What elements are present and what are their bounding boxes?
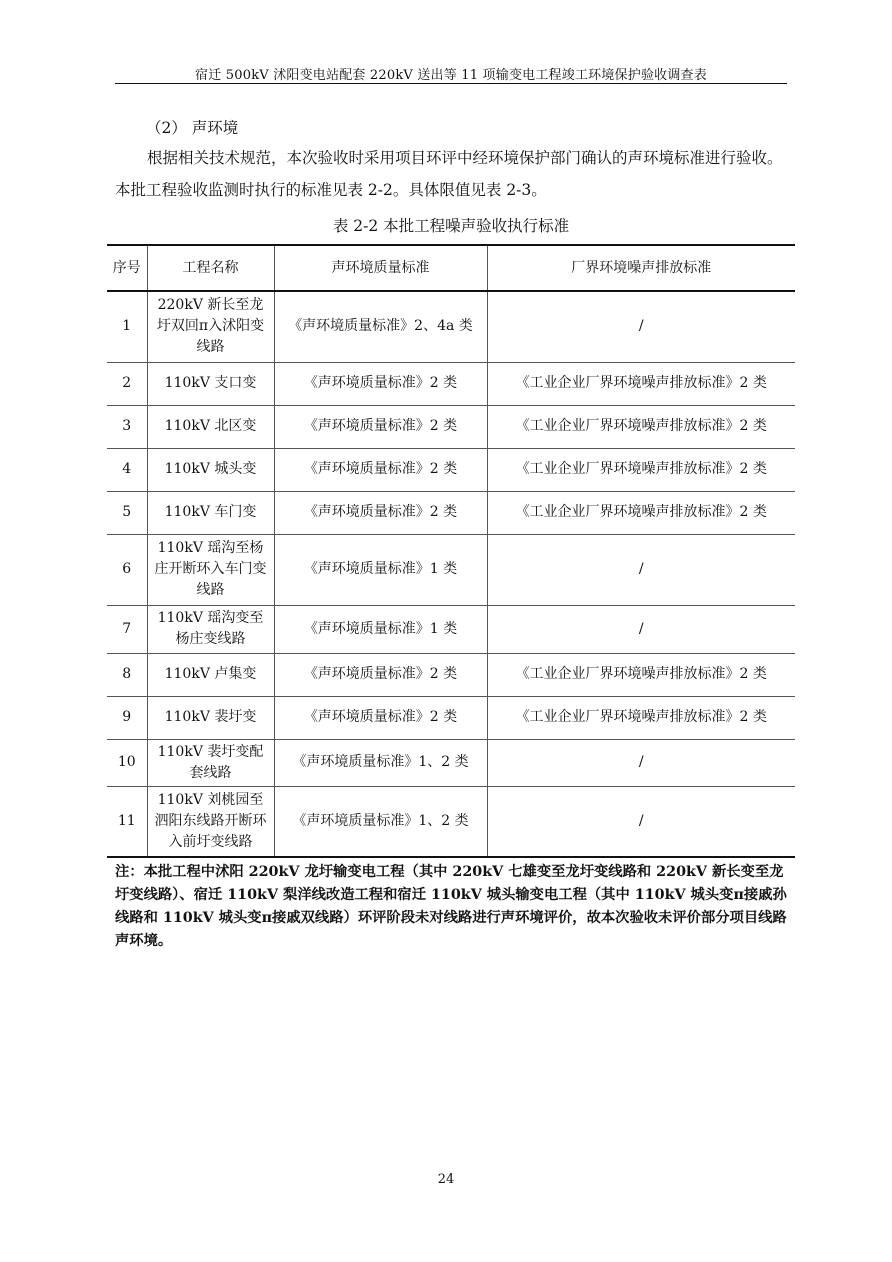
cell-no: 9 bbox=[107, 696, 147, 739]
cell-quality: 《声环境质量标准》2 类 bbox=[274, 405, 487, 448]
cell-emission: 《工业企业厂界环境噪声排放标准》2 类 bbox=[487, 362, 795, 405]
cell-emission: / bbox=[487, 605, 795, 653]
table-row bbox=[107, 534, 795, 605]
cell-emission: 《工业企业厂界环境噪声排放标准》2 类 bbox=[487, 448, 795, 491]
cell-emission: 《工业企业厂界环境噪声排放标准》2 类 bbox=[487, 491, 795, 534]
cell-name: 110kV 车门变 bbox=[147, 491, 274, 534]
table-row bbox=[107, 405, 795, 448]
header-divider bbox=[115, 83, 787, 84]
cell-emission: / bbox=[487, 534, 795, 605]
cell-quality: 《声环境质量标准》2 类 bbox=[274, 362, 487, 405]
cell-quality: 《声环境质量标准》2、4a 类 bbox=[274, 291, 487, 362]
cell-no: 4 bbox=[107, 448, 147, 491]
table-row bbox=[107, 448, 795, 491]
cell-no: 7 bbox=[107, 605, 147, 653]
cell-quality: 《声环境质量标准》1 类 bbox=[274, 534, 487, 605]
body-paragraph: 根据相关技术规范，本次验收时采用项目环评中经环境保护部门确认的声环境标准进行验收。本批工程验收监测时执行的标准见表 2-2。具体限值见表 2-3。 bbox=[115, 149, 783, 199]
cell-name: 110kV 瑶沟变至杨庄变线路 bbox=[147, 605, 274, 653]
table-row bbox=[107, 739, 795, 786]
table-row bbox=[107, 362, 795, 405]
cell-quality: 《声环境质量标准》1、2 类 bbox=[274, 786, 487, 857]
cell-quality: 《声环境质量标准》2 类 bbox=[274, 491, 487, 534]
cell-name: 110kV 瑶沟至杨庄开断环入车门变线路 bbox=[147, 534, 274, 605]
page-header-title: 宿迁 500kV 沭阳变电站配套 220kV 送出等 11 项输变电工程竣工环境保护验收调查表 bbox=[195, 68, 707, 83]
table-row bbox=[107, 696, 795, 739]
cell-name: 110kV 裴圩变 bbox=[147, 696, 274, 739]
noise-standards-table bbox=[107, 244, 795, 858]
cell-no: 2 bbox=[107, 362, 147, 405]
cell-no: 1 bbox=[107, 291, 147, 362]
cell-quality: 《声环境质量标准》2 类 bbox=[274, 448, 487, 491]
table-row bbox=[107, 491, 795, 534]
cell-quality: 《声环境质量标准》2 类 bbox=[274, 696, 487, 739]
cell-no: 8 bbox=[107, 653, 147, 696]
header-emission-standard: 厂界环境噪声排放标准 bbox=[487, 245, 795, 291]
cell-no: 10 bbox=[107, 739, 147, 786]
table-row bbox=[107, 653, 795, 696]
cell-no: 5 bbox=[107, 491, 147, 534]
cell-emission: / bbox=[487, 786, 795, 857]
cell-name: 110kV 卢集变 bbox=[147, 653, 274, 696]
cell-no: 3 bbox=[107, 405, 147, 448]
cell-quality: 《声环境质量标准》1、2 类 bbox=[274, 739, 487, 786]
cell-name: 220kV 新长至龙圩双回π入沭阳变线路 bbox=[147, 291, 274, 362]
table-row bbox=[107, 291, 795, 362]
cell-quality: 《声环境质量标准》2 类 bbox=[274, 653, 487, 696]
cell-emission: / bbox=[487, 739, 795, 786]
table-header-row bbox=[107, 245, 795, 291]
cell-emission: 《工业企业厂界环境噪声排放标准》2 类 bbox=[487, 405, 795, 448]
cell-no: 11 bbox=[107, 786, 147, 857]
table-caption: 表 2-2 本批工程噪声验收执行标准 bbox=[332, 217, 570, 235]
table-note: 注：本批工程中沭阳 220kV 龙圩输变电工程（其中 220kV 七雄变至龙圩变线路和 220kV 新长变至龙圩变线路）、宿迁 110kV 梨洋线改造工程和宿迁 110kV 城头输变电工程（其中 110kV 城头变π接戚孙线路和 110kV 城头变π接戚双线路）环评阶段未对线路进行声环境评价，故本次验收未评价部分项目线路声环境。 bbox=[115, 864, 787, 949]
cell-name: 110kV 刘桃园至泗阳东线路开断环入前圩变线路 bbox=[147, 786, 274, 857]
table-row bbox=[107, 605, 795, 653]
cell-name: 110kV 城头变 bbox=[147, 448, 274, 491]
cell-no: 6 bbox=[107, 534, 147, 605]
cell-name: 110kV 裴圩变配套线路 bbox=[147, 739, 274, 786]
table-row bbox=[107, 786, 795, 857]
cell-emission: 《工业企业厂界环境噪声排放标准》2 类 bbox=[487, 653, 795, 696]
cell-name: 110kV 支口变 bbox=[147, 362, 274, 405]
cell-quality: 《声环境质量标准》1 类 bbox=[274, 605, 487, 653]
cell-emission: 《工业企业厂界环境噪声排放标准》2 类 bbox=[487, 696, 795, 739]
header-project-name: 工程名称 bbox=[147, 245, 274, 291]
header-quality-standard: 声环境质量标准 bbox=[274, 245, 487, 291]
cell-emission: / bbox=[487, 291, 795, 362]
section-heading: （2） 声环境 bbox=[146, 119, 239, 137]
header-no: 序号 bbox=[107, 245, 147, 291]
page-number: 24 bbox=[437, 1172, 455, 1187]
cell-name: 110kV 北区变 bbox=[147, 405, 274, 448]
